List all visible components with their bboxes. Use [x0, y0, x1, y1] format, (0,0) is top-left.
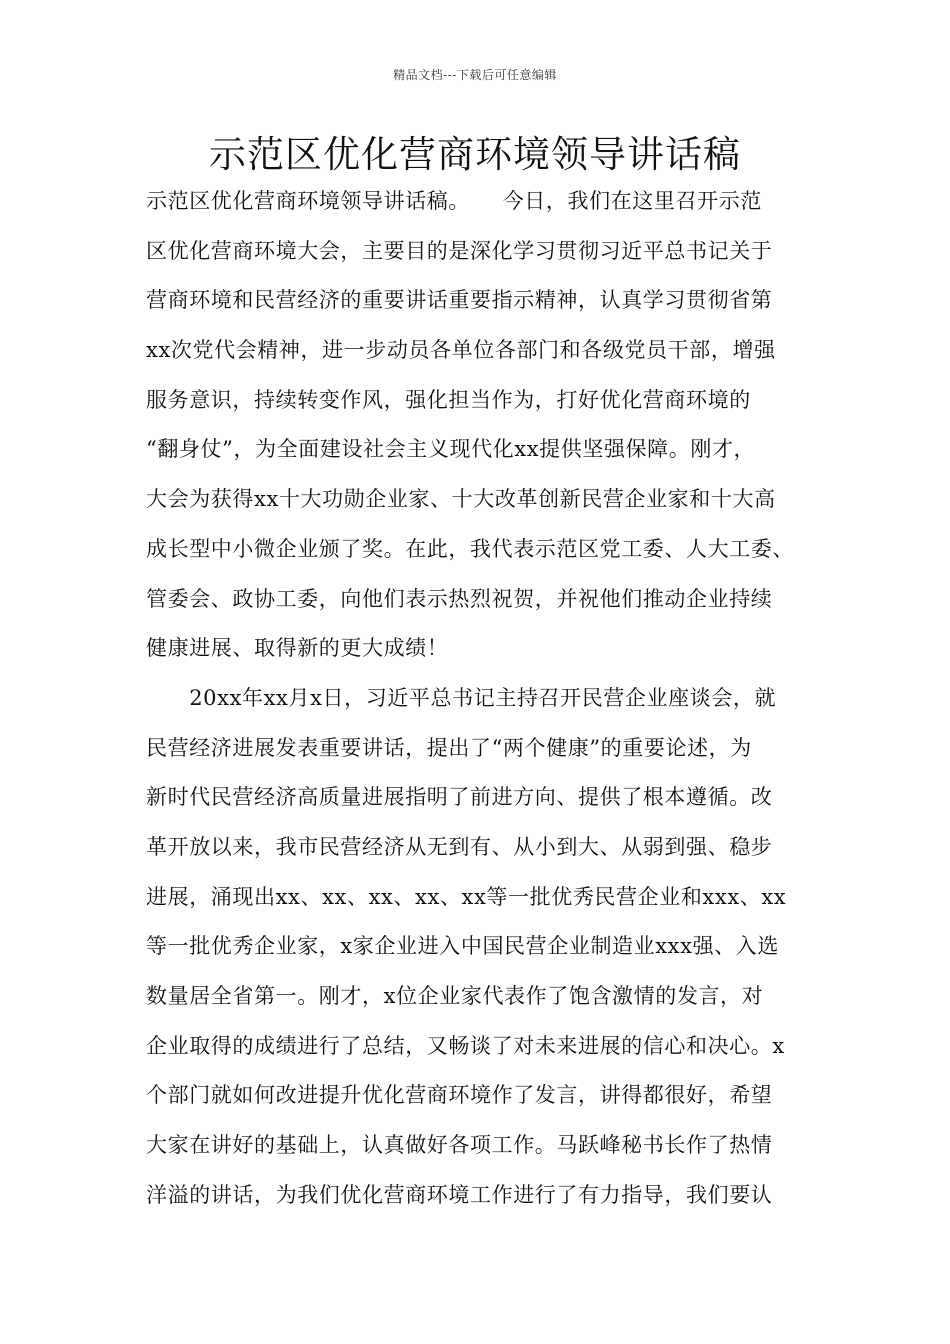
body-line: 大家在讲好的基础上，认真做好各项工作。马跃峰秘书长作了热情: [146, 1133, 773, 1158]
body-line: 管委会、政协工委，向他们表示热烈祝贺，并祝他们推动企业持续: [146, 586, 773, 611]
body-line: 示范区优化营商环境领导讲话稿。 今日，我们在这里召开示范: [146, 189, 762, 213]
body-line: 企业取得的成绩进行了总结，又畅谈了对未来进展的信心和决心。x: [146, 1033, 785, 1058]
body-line: 成长型中小微企业颁了奖。在此，我代表示范区党工委、人大工委、: [146, 536, 794, 561]
body-line: 数量居全省第一。刚才，x位企业家代表作了饱含激情的发言，对: [146, 984, 764, 1008]
body-line: xx次党代会精神，进一步动员各单位各部门和各级党员干部，增强: [146, 338, 776, 363]
body-line: 服务意识，持续转变作风，强化担当作为，打好优化营商环境的: [146, 387, 751, 412]
body-line: 大会为获得xx十大功勋企业家、十大改革创新民营企业家和十大高: [146, 487, 776, 512]
body-line: 个部门就如何改进提升优化营商环境作了发言，讲得都很好，希望: [146, 1083, 773, 1108]
body-line: 新时代民营经济高质量进展指明了前进方向、提供了根本遵循。改: [146, 785, 773, 810]
body-line: 20xx年xx月x日，习近平总书记主持召开民营企业座谈会，就: [146, 685, 777, 710]
body-line: 健康进展、取得新的更大成绩！: [146, 636, 449, 661]
body-line: 革开放以来，我市民营经济从无到有、从小到大、从弱到强、稳步: [146, 834, 773, 859]
body-line: 等一批优秀企业家，x家企业进入中国民营企业制造业xxx强、入选: [146, 934, 779, 959]
body-line: 营商环境和民营经济的重要讲话重要指示精神，认真学习贯彻省第: [146, 288, 773, 313]
body-line: 民营经济进展发表重要讲话，提出了“两个健康”的重要论述，为: [146, 735, 752, 760]
body-line: 区优化营商环境大会，主要目的是深化学习贯彻习近平总书记关于: [146, 238, 773, 263]
header-note: 精品文档---下载后可任意编辑: [393, 68, 557, 82]
document-title: 示范区优化营商环境领导讲话稿: [209, 133, 741, 176]
document-body: [146, 183, 846, 1226]
body-line: 洋溢的讲话，为我们优化营商环境工作进行了有力指导，我们要认: [146, 1182, 773, 1207]
body-line: “翻身仗”，为全面建设社会主义现代化xx提供坚强保障。刚才，: [146, 437, 756, 462]
body-line: 进展，涌现出xx、xx、xx、xx、xx等一批优秀民营企业和xxx、xx: [146, 884, 787, 909]
